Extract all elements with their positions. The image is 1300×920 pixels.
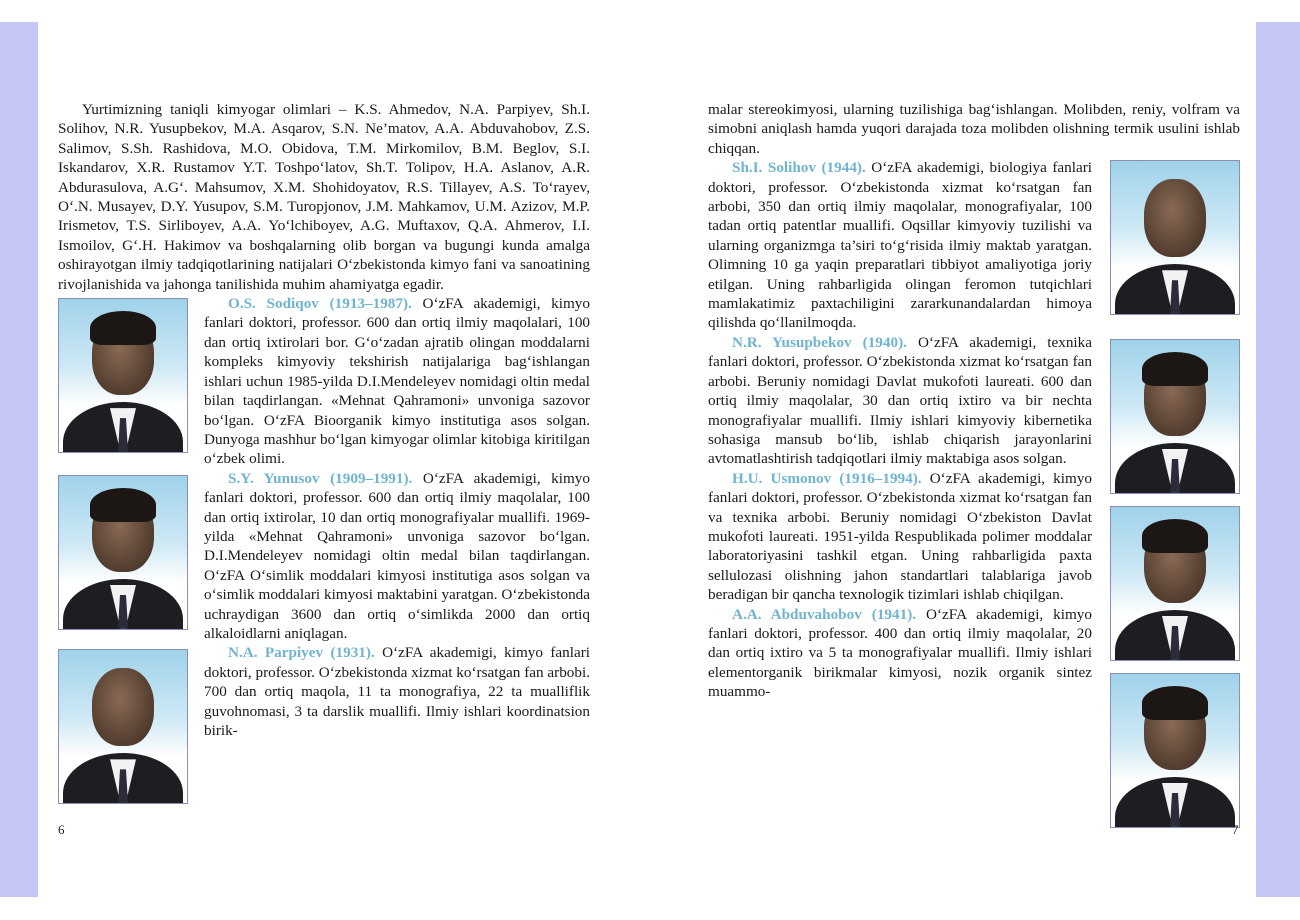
page-number-right: 7 — [1232, 822, 1239, 837]
scientist-name: N.A. Parpiyev (1931). — [228, 644, 375, 662]
portrait-yunusov — [58, 475, 188, 630]
scientist-name: O.S. Sodiqov (1913–1987). — [228, 295, 412, 313]
portrait-abduvahobov — [1110, 673, 1240, 828]
portrait-solihov — [1110, 160, 1240, 315]
scientist-name: A.A. Abduvahobov (1941). — [732, 605, 917, 623]
continuation-paragraph: malar stereokimyosi, ularning tuzilishiga bag‘ishlangan. Molibden, reniy, volfram va simobni aniqlash hamda yuqori darajada toza molibden olishning termik usulini ishlab chiqqan. — [708, 101, 1240, 157]
intro-paragraph: Yurtimizning taniqli kimyogar olimlari – K.S. Ahmedov, N.A. Parpiyev, Sh.I. Solihov, N.R. Yusupbekov, M.A. Asqarov, S.N. Ne’matov, A.A. Abduvahobov, Z.S. Salimov, S.Sh. Rashidova, M.O. Obidova, T.M. Mirkomilov, B.M. Beglov, S.I. Iskandarov, X.R. Rustamov Y.T. Toshpo‘latov, Sh.T. Tolipov, H.A. Aslanov, A.R. Abdurasulova, A.G‘. Mahsumov, X.M. Shohidoyatov, R.S. Tillayev, A.S. To‘rayev, O‘.N. Musayev, D.Y. Yusupov, S.M. Turopjonov, J.M. Mahkamov, U.M. Azizov, M.P. Irismetov, T.S. Sirliboyev, A.A. Yo‘lchiboyev, A.G. Muftaxov, Q.A. Ahmerov, I.I. Ismoilov, G‘.H. Hakimov va boshqalarning olib borgan va bugungi kunda amalga oshirayotgan ilmiy tadqiqotlarining natijalari O‘zbekistonda kimyo fani va sanoatining rivojlanishida va jahonga tanilishida muhim ahamiyatga egadir. — [58, 101, 590, 293]
scientist-name: Sh.I. Solihov (1944). — [732, 159, 866, 177]
bio-text: O‘zFA akademigi, kimyo fanlari doktori, professor. O‘zbekistonda xizmat ko‘rsatgan fan va texnika arbobi. Beruniy nomidagi O‘zbekiston Davlat mukofoti laureati. 1951-yilda Respublikada polimer moddalar laboratoriyasini tashkil etgan. Uning rahbarligida paxta sellulozasi olishning jahon standartlari talablariga javob beradigan bir qancha texnologik tizimlari ishlab chiqilgan. — [708, 469, 1093, 604]
left-page-column — [58, 100, 590, 810]
portrait-sodiqov — [58, 298, 188, 453]
bio-text: O‘zFA akademigi, kimyo fanlari doktori, professor. 400 dan ortiq ilmiy maqolalar, 20 dan ortiq ixtiro va 5 ta monografiyalar muallifi. Ilmiy ishlari elementorganik birikmalar kimyosi, nozik organik sintez muammo- — [708, 605, 1092, 701]
scientist-name: H.U. Usmonov (1916–1994). — [732, 469, 922, 487]
right-edge-band — [1256, 22, 1300, 897]
scientist-name: S.Y. Yunusov (1909–1991). — [228, 469, 413, 487]
portrait-yusupbekov — [1110, 339, 1240, 494]
portrait-parpiyev — [58, 649, 188, 804]
portrait-usmonov — [1110, 506, 1240, 661]
page-number-left: 6 — [58, 822, 65, 837]
left-edge-band — [0, 22, 38, 897]
scientist-name: N.R. Yusupbekov (1940). — [732, 333, 907, 351]
bio-text: O‘zFA akademigi, kimyo fanlari doktori, professor. O‘zbekistonda xizmat ko‘rsatgan fan arbobi. 700 dan ortiq maqola, 11 ta monografiya, 22 ta mualliflik guvohnomasi, 3 ta darslik muallifi. Ilmiy ishlari koordinatsion birik- — [204, 644, 590, 739]
bio-text: O‘zFA akademigi, kimyo fanlari doktori, professor. 600 dan ortiq ilmiy maqolalar, 100 dan ortiq ixtirolar, 10 dan ortiq monografiyalar muallifi. 1969-yilda «Mehnat Qahramoni» unvoniga sazovor bo‘lgan. D.I.Mendeleyev nomidagi oltin medal bilan taqdirlangan. O‘zFA O‘simlik moddalari kimyosi institutiga asos solgan va o‘simlik moddalari kimyosi maktabini yaratgan. O‘zbekistonda uchraydigan 3600 dan ortiq o‘simlikda 2000 dan ortiq alkaloidlarni aniqlagan. — [204, 469, 590, 642]
right-page-column — [708, 100, 1240, 834]
bio-text: O‘zFA akademigi, kimyo fanlari doktori, professor. 600 dan ortiq ilmiy maqolalari, 100 dan ortiq ixtirolari bor. G‘o‘zadan ajratib olingan moddalarni kompleks kimyoviy tekshirish natijalariga bag‘ishlangan ishlari uchun 1985-yilda D.I.Mendeleyev nomidagi oltin medal bilan taqdirlangan. «Mehnat Qahramoni» unvoniga sazovor bo‘lgan. O‘zFA Bioorganik kimyo institutiga asos solgan. Dunyoga mashhur bo‘lgan kimyogar olimlar kitobiga kiritilgan o‘zbek olimi. — [204, 295, 590, 468]
bio-text: O‘zFA akademigi, biologiya fanlari doktori, professor. O‘zbekistonda xizmat ko‘rsatgan fan arbobi, 350 dan ortiq ilmiy maqolalar, monografiyalar, 100 tadan ortiq patentlar muallifi. Oqsillar kimyoviy tuzilishi va ularning organizmga ta’siri to‘g‘risida ilmiy maktab yaratgan. Olimning 10 ga yaqin preparatlari tibbiyot amaliyotiga joriy etilgan. Uning rahbarligida olingan feromon tutqichlari mamlakatimiz paxtachiligini zararkunandalardan himoya qilishda qo‘llanilmoqda. — [708, 159, 1092, 332]
bio-text: O‘zFA akademigi, texnika fanlari doktori, professor. O‘zbekistonda xizmat ko‘rsatgan fan arbobi. Beruniy nomidagi Davlat mukofoti laureati. 600 dan ortiq ilmiy maqolalar, 30 dan ortiq ixtiro va bir nechta monografiyalar muallifi. Ilmiy ishlari kimyoviy kibernetika sohasiga mansub bo‘lib, ishlab chiqarish jarayonlarini avtomatlashtirish tadqiqotlari ilmiy maktabiga asos solgan. — [708, 333, 1092, 468]
